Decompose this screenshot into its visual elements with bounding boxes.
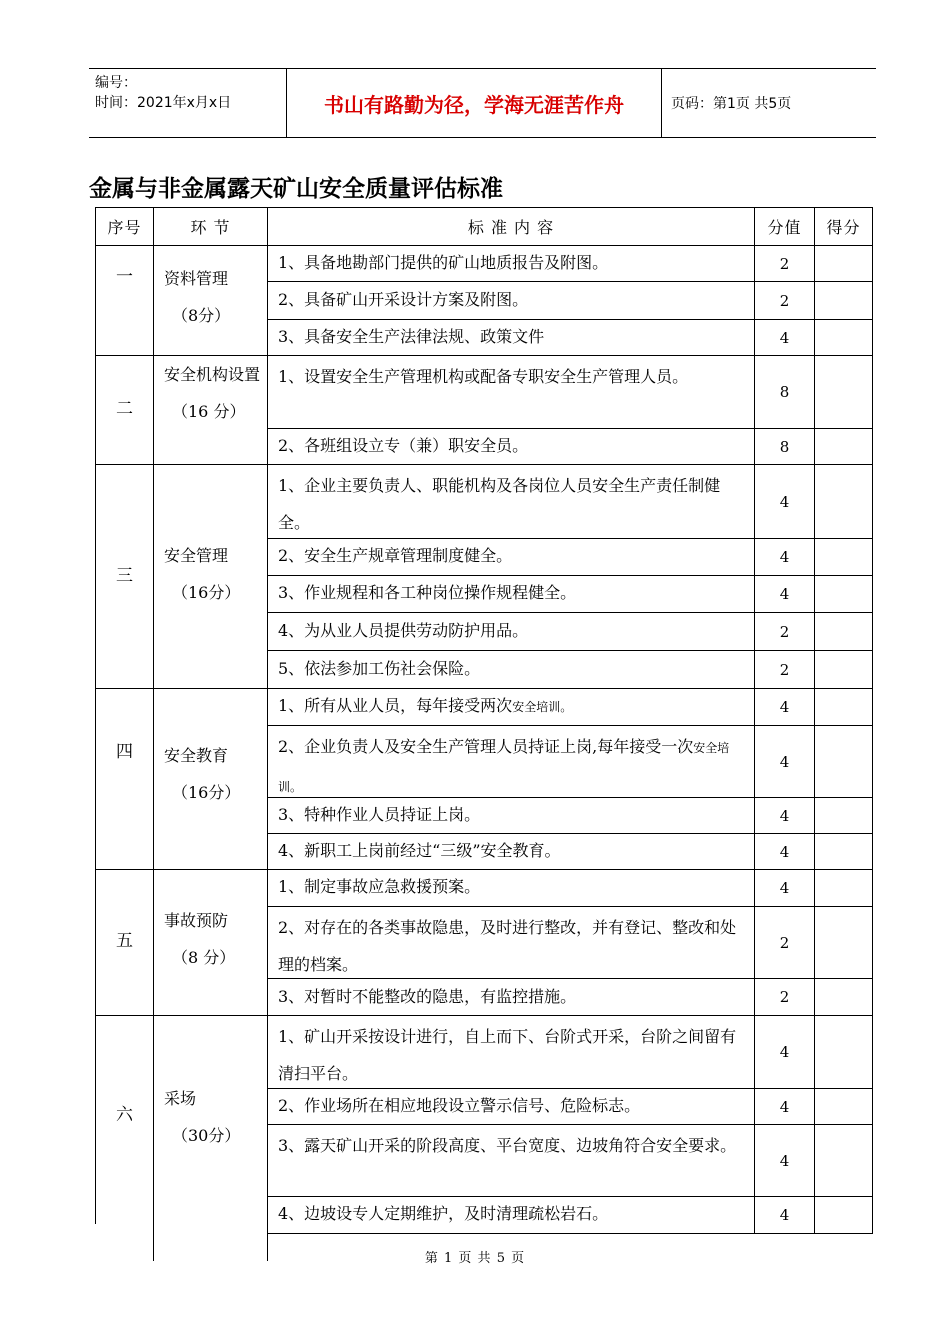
item-score: 2 [755,907,815,979]
col-header-earned: 得分 [815,208,873,246]
item-score: 4 [755,1016,815,1089]
section-name: 安全管理 [164,546,229,565]
header-meta [95,73,231,113]
section-name-cell [154,465,268,689]
item-score: 8 [755,429,815,465]
section-name-cell [154,689,268,870]
earned-score-cell[interactable] [815,834,873,870]
earned-score-cell[interactable] [815,465,873,539]
header-motto: 书山有路勤为径，学海无涯苦作舟 [286,69,662,137]
earned-score-cell[interactable] [815,539,873,576]
section-points: （16 分） [172,402,246,421]
earned-score-cell[interactable] [815,429,873,465]
item-text-main: 1、所有从业人员，每年接受两次 [278,696,513,715]
document-title: 金属与非金属露天矿山安全质量评估标准 [89,176,503,202]
section-number: 二 [96,356,154,465]
section-points: （8 分） [172,948,236,967]
section-name: 安全机构设置 [164,365,261,384]
item-text: 3、具备安全生产法律法规、政策文件 [268,320,755,356]
section-points: （30分） [172,1126,241,1145]
item-score: 4 [755,320,815,356]
section-number: 一 [96,246,154,356]
item-score: 4 [755,870,815,907]
item-score: 8 [755,356,815,429]
section-number: 四 [96,689,154,870]
section-number: 六 [96,1016,154,1261]
earned-score-cell[interactable] [815,613,873,651]
item-text: 3、对暂时不能整改的隐患，有监控措施。 [268,979,755,1016]
item-score: 4 [755,539,815,576]
item-score: 4 [755,834,815,870]
item-text: 3、露天矿山开采的阶段高度、平台宽度、边坡角符合安全要求。 [268,1125,755,1197]
item-text [268,726,755,798]
earned-score-cell[interactable] [815,1089,873,1125]
item-text: 1、设置安全生产管理机构或配备专职安全生产管理人员。 [268,356,755,429]
item-text: 3、作业规程和各工种岗位操作规程健全。 [268,576,755,613]
item-text: 2、各班组设立专（兼）职安全员。 [268,429,755,465]
item-text: 4、为从业人员提供劳动防护用品。 [268,613,755,651]
item-text [268,689,755,726]
earned-score-cell[interactable] [815,282,873,320]
item-text: 3、特种作业人员持证上岗。 [268,798,755,834]
page-footer: 第 1 页 共 5 页 [424,1251,526,1266]
col-header-content: 标 准 内 容 [268,208,755,246]
item-score: 2 [755,979,815,1016]
item-score: 2 [755,613,815,651]
item-text: 1、制定事故应急救援预案。 [268,870,755,907]
item-text: 4、新职工上岗前经过“三级”安全教育。 [268,834,755,870]
earned-score-cell[interactable] [815,1016,873,1089]
section-name: 事故预防 [164,911,229,930]
item-score: 4 [755,1197,815,1234]
earned-score-cell[interactable] [815,1197,873,1234]
section-number: 五 [96,870,154,1016]
earned-score-cell[interactable] [815,651,873,689]
item-text: 4、边坡设专人定期维护，及时清理疏松岩石。 [268,1197,755,1234]
earned-score-cell[interactable] [815,870,873,907]
section-name: 安全教育 [164,746,229,765]
section-name-cell [154,1016,268,1261]
item-text: 1、矿山开采按设计进行，自上而下、台阶式开采，台阶之间留有清扫平台。 [268,1016,755,1089]
section-name: 资料管理 [164,269,229,288]
col-header-score: 分值 [755,208,815,246]
evaluation-table [95,207,873,1224]
item-text: 2、具备矿山开采设计方案及附图。 [268,282,755,320]
item-text-suffix: 安全培训。 [512,700,573,714]
section-points: （8分） [172,306,231,325]
item-score: 4 [755,465,815,539]
earned-score-cell[interactable] [815,320,873,356]
section-name-cell [154,870,268,1016]
section-points: （16分） [172,583,241,602]
section-name-cell [154,246,268,356]
item-score: 4 [755,689,815,726]
page-header [89,68,876,138]
earned-score-cell[interactable] [815,1125,873,1197]
item-text-suffix: 安全培训。 [278,741,730,794]
section-name: 采场 [164,1089,197,1108]
header-page-info: 页码：第1页 共5页 [671,96,792,112]
item-score: 4 [755,1089,815,1125]
item-score: 2 [755,246,815,282]
earned-score-cell[interactable] [815,726,873,798]
item-text: 5、依法参加工伤社会保险。 [268,651,755,689]
item-text: 2、安全生产规章管理制度健全。 [268,539,755,576]
item-text: 1、具备地勘部门提供的矿山地质报告及附图。 [268,246,755,282]
earned-score-cell[interactable] [815,576,873,613]
item-score: 4 [755,576,815,613]
item-text: 2、作业场所在相应地段设立警示信号、危险标志。 [268,1089,755,1125]
item-text-main: 2、企业负责人及安全生产管理人员持证上岗,每年接受一次 [278,737,694,756]
section-points: （16分） [172,783,241,802]
number-label: 编号： [95,75,137,91]
time-label: 时间：2021年x月x日 [95,95,232,111]
section-number: 三 [96,465,154,689]
item-score: 2 [755,282,815,320]
item-score: 2 [755,651,815,689]
earned-score-cell[interactable] [815,246,873,282]
item-text: 2、对存在的各类事故隐患，及时进行整改，并有登记、整改和处理的档案。 [268,907,755,979]
item-score: 4 [755,1125,815,1197]
item-text: 1、企业主要负责人、职能机构及各岗位人员安全生产责任制健全。 [268,465,755,539]
earned-score-cell[interactable] [815,798,873,834]
col-header-section: 环 节 [154,208,268,246]
col-header-number: 序号 [96,208,154,246]
section-name-cell [154,356,268,465]
earned-score-cell[interactable] [815,979,873,1016]
earned-score-cell[interactable] [815,356,873,429]
item-score: 4 [755,798,815,834]
earned-score-cell[interactable] [815,907,873,979]
item-score: 4 [755,726,815,798]
earned-score-cell[interactable] [815,689,873,726]
